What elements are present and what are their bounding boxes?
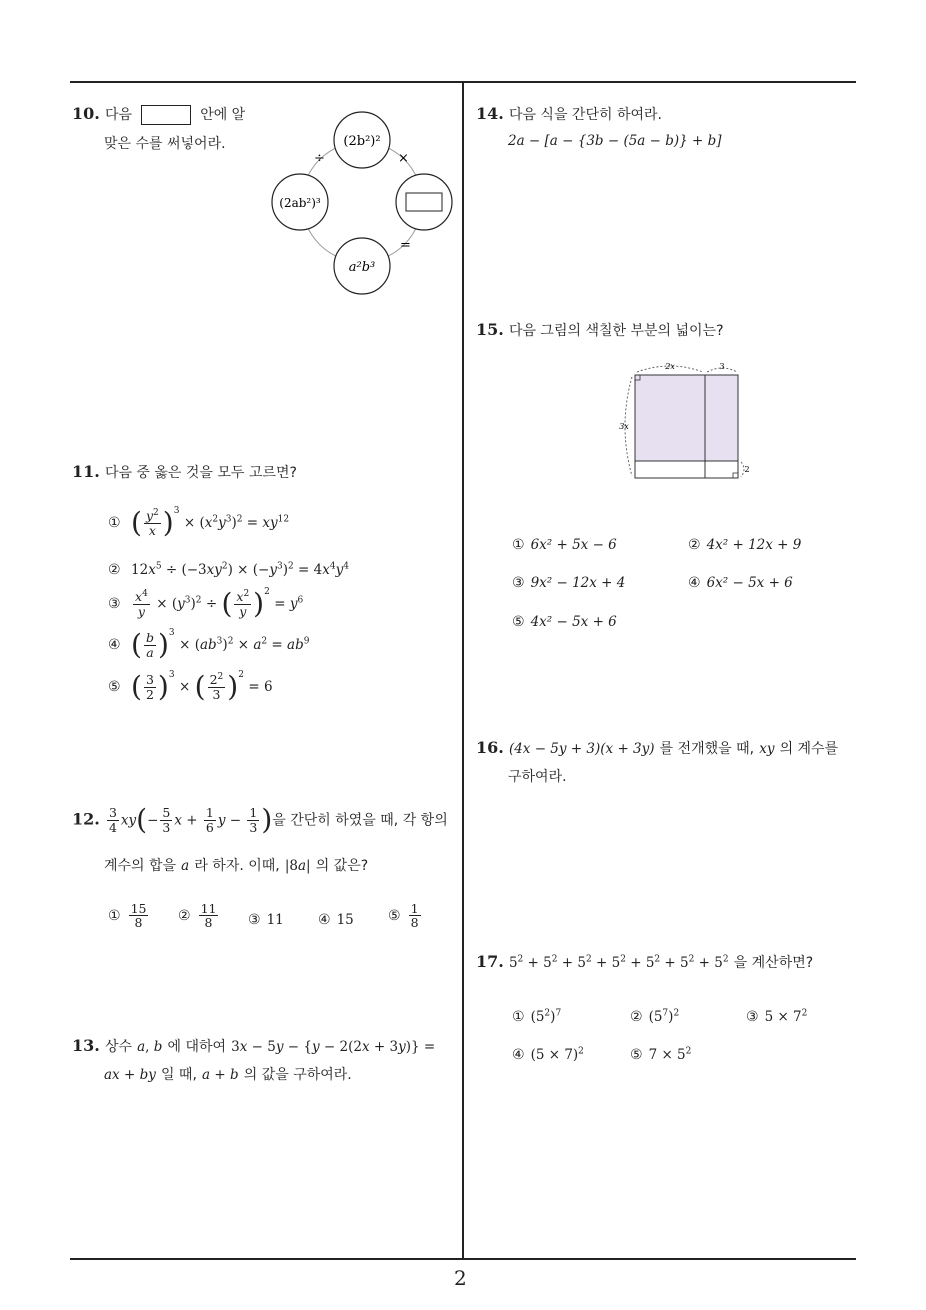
- choice-mark: ①: [512, 537, 525, 553]
- question-16: 16. (4x − 5y + 3)(x + 3y) 를 전개했을 때, xy 의 계수를: [476, 738, 839, 757]
- q11-choice-4[interactable]: ④ ( $\frac{b}{a}$ )$^3 \times (ab^3)^2 \times a^2 = ab^9$: [108, 628, 310, 661]
- choice-mark: ④: [108, 637, 121, 653]
- question-number: 11.: [72, 462, 100, 481]
- q12-choice-5[interactable]: ⑤ $\frac{1}{8}$: [388, 901, 419, 931]
- choice-mark: ①: [512, 1008, 525, 1025]
- q17-choice-1[interactable]: ① $(5^2)^7$: [512, 1008, 562, 1025]
- question-14: [476, 104, 662, 124]
- q15-choice-1[interactable]: ① 6x² + 5x − 6: [512, 537, 617, 553]
- choice-mark: ①: [108, 907, 121, 924]
- question-text: 안에 알: [200, 107, 246, 123]
- question-13: 13. 상수 a, b 에 대하여 3x − 5y − {y − 2(2x + 3y)} =: [72, 1036, 436, 1055]
- question-11: [72, 462, 297, 482]
- q17-choice-3[interactable]: ③ $5 \times 7^2$: [746, 1008, 808, 1025]
- question-text: 다음 그림의 색칠한 부분의 넓이는?: [508, 323, 724, 339]
- question-number: 13.: [72, 1036, 100, 1055]
- question-text: 다음 식을 간단히 하여라.: [508, 107, 662, 123]
- label-top-right: 3: [719, 362, 725, 371]
- question-13-line2: ax + by 일 때, a + b 의 값을 구하여라.: [104, 1067, 352, 1083]
- choice-mark: ⑤: [108, 679, 121, 695]
- choice-mark: ⑤: [388, 907, 401, 924]
- question-number: 10.: [72, 104, 100, 123]
- question-17: 17. $5^2 + 5^2 + 5^2 + 5^2 + 5^2 + 5^2 + 5^2$ 을 계산하면?: [476, 952, 814, 971]
- equals-operator: =: [400, 238, 411, 253]
- question-text-line2: 맞은 수를 써넣어라.: [104, 136, 226, 152]
- question-text: 을 계산하면?: [733, 955, 814, 971]
- choice-mark: ①: [108, 515, 121, 531]
- label-top-left: 2x: [665, 362, 675, 371]
- question-12: 12. $\frac{3}{4}$ xy(− $\frac{5}{3}$ x + $\frac{1}{6}$ y − $\frac{1}{3}$ )을 간단히 하였을 때, 각 항의: [72, 803, 448, 836]
- q11-choice-3[interactable]: ③ $\frac{x^4}{y}$ × $(y^3)^2$ ÷ ( $\frac{x^2}{y}$ )$^2 = y^6$: [108, 587, 304, 620]
- node-left-label: (2ab²)³: [279, 196, 321, 210]
- choice-mark: ③: [108, 596, 121, 612]
- divide-operator: ÷: [314, 151, 325, 166]
- q12-choice-4[interactable]: ④ 15: [318, 912, 354, 928]
- q11-choice-5[interactable]: ⑤ ( $\frac{3}{2}$ )$^3$ × ( $\frac{2^2}{3}$ )$^2$ = 6: [108, 670, 273, 703]
- question-number: 16.: [476, 738, 504, 757]
- times-operator: ×: [398, 151, 409, 166]
- question-number: 17.: [476, 952, 504, 971]
- shaded-region: [635, 375, 738, 461]
- q17-choice-2[interactable]: ② $(5^7)^2$: [630, 1008, 680, 1025]
- q12-choice-3[interactable]: ③ 11: [248, 912, 284, 928]
- q15-figure: [610, 358, 755, 486]
- choice-mark: ③: [248, 912, 261, 928]
- q15-choice-3[interactable]: ③ 9x² − 12x + 4: [512, 575, 626, 591]
- cycle-diagram: [264, 110, 464, 300]
- question-16-line2: 구하여라.: [508, 769, 567, 785]
- question-text: 다음 중 옳은 것을 모두 고르면?: [104, 465, 297, 481]
- choice-mark: ③: [512, 575, 525, 591]
- choice-mark: ④: [512, 1046, 525, 1063]
- choice-mark: ③: [746, 1008, 759, 1025]
- q17-choice-5[interactable]: ⑤ $7 \times 5^2$: [630, 1046, 692, 1063]
- choice-mark: ④: [318, 912, 331, 928]
- label-side: 3x: [619, 422, 629, 431]
- node-right-answer-box: [406, 193, 442, 211]
- q15-choice-5[interactable]: ⑤ 4x² − 5x + 6: [512, 614, 617, 630]
- choice-mark: ②: [688, 537, 701, 553]
- q12-choice-2[interactable]: ② $\frac{11}{8}$: [178, 901, 217, 931]
- question-number: 15.: [476, 320, 504, 339]
- node-top-label: (2b²)²: [343, 134, 381, 149]
- answer-box[interactable]: [141, 105, 191, 125]
- bottom-rule: [70, 1258, 856, 1260]
- label-bottom: 2: [744, 465, 750, 474]
- q17-choice-4[interactable]: ④ $(5 \times 7)^2$: [512, 1046, 584, 1063]
- choice-mark: ④: [688, 575, 701, 591]
- q15-choice-4[interactable]: ④ 6x² − 5x + 6: [688, 575, 793, 591]
- question-number: 14.: [476, 104, 504, 123]
- question-15: [476, 320, 724, 340]
- q15-choice-2[interactable]: ② 4x² + 12x + 9: [688, 537, 802, 553]
- q11-choice-1[interactable]: ① ( $\frac{y^2}{x}$ )$^3 \times (x^2y^3)^2 = xy^{12}$: [108, 506, 290, 539]
- choice-mark: ②: [178, 907, 191, 924]
- question-12-line2: 계수의 합을 a 라 하자. 이때, |8a| 의 값은?: [104, 858, 369, 874]
- question-text: 다음: [104, 107, 132, 123]
- page-number: 2: [454, 1266, 467, 1290]
- q12-choice-1[interactable]: ① $\frac{15}{8}$: [108, 901, 147, 931]
- choice-mark: ⑤: [512, 614, 525, 630]
- question-number: 12.: [72, 809, 100, 829]
- node-bottom-label: a²b³: [348, 260, 376, 275]
- choice-mark: ②: [630, 1008, 643, 1025]
- q11-choice-2[interactable]: ② $12x^5 \div (-3xy^2) \times (-y^3)^2 = 4x^4y^4$: [108, 561, 349, 578]
- question-text: 을 간단히 하였을 때, 각 항의: [272, 812, 448, 829]
- q14-expression: 2a − [a − {3b − (5a − b)} + b]: [508, 133, 722, 149]
- q16-expression: (4x − 5y + 3)(x + 3y): [508, 741, 655, 757]
- choice-mark: ⑤: [630, 1046, 643, 1063]
- choice-mark: ②: [108, 561, 121, 578]
